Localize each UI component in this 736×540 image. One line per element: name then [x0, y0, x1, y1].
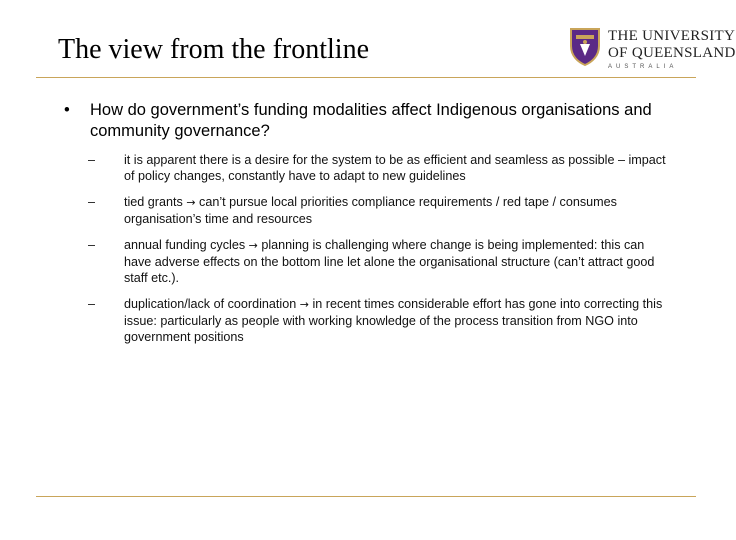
footer-divider — [36, 496, 696, 497]
arrow-icon: → — [186, 196, 196, 209]
university-logo — [568, 24, 736, 72]
bullet-mark: • — [64, 101, 70, 119]
sub-bullet-duplication — [88, 296, 674, 345]
main-bullet-text: How do government’s funding modalities affect Indigenous organisations and community governance? — [90, 101, 652, 140]
sub-bullet-text-after: planning is challenging where change is being implemented: this can have adverse effects on the bottom line let alone the organisational structure (can’t attract good staff etc.). — [124, 238, 655, 285]
arrow-icon: → — [299, 298, 309, 311]
sub-bullet-list — [88, 152, 674, 345]
sub-bullet-text-before: duplication/lack of coordination — [124, 297, 300, 311]
main-bullet — [64, 100, 674, 142]
sub-bullet-text-after: in recent times considerable effort has gone into correcting this issue: particularly as people with working knowledge of the process transition from NGO into government positions — [124, 297, 663, 344]
dash-mark: – — [88, 153, 96, 167]
arrow-icon: → — [248, 239, 258, 252]
dash-mark: – — [88, 238, 96, 252]
sub-bullet-text-after: can’t pursue local priorities compliance requirements / red tape / consumes organisation’s time and resources — [124, 195, 617, 226]
dash-mark: – — [88, 195, 96, 209]
sub-bullet-text-before: annual funding cycles — [124, 238, 249, 252]
sub-bullet-tied-grants — [88, 194, 674, 227]
logo-text-line2: OF QUEENSLAND — [608, 45, 736, 61]
header-divider — [36, 77, 696, 78]
crest-icon — [568, 26, 602, 66]
slide-title: The view from the frontline — [58, 34, 370, 65]
logo-text-line3: AUSTRALIA — [608, 64, 678, 70]
sub-bullet-funding-cycles — [88, 237, 674, 286]
logo-text-line1: THE UNIVERSITY — [608, 28, 736, 44]
dash-mark: – — [88, 297, 96, 311]
sub-bullet-text-before: tied grants — [124, 195, 187, 209]
slide-body — [64, 100, 674, 355]
sub-bullet-efficiency — [88, 152, 674, 184]
sub-bullet-text: it is apparent there is a desire for the system to be as efficient and seamless as possible – impact of policy changes, constantly have to adapt to new guidelines — [124, 153, 666, 183]
